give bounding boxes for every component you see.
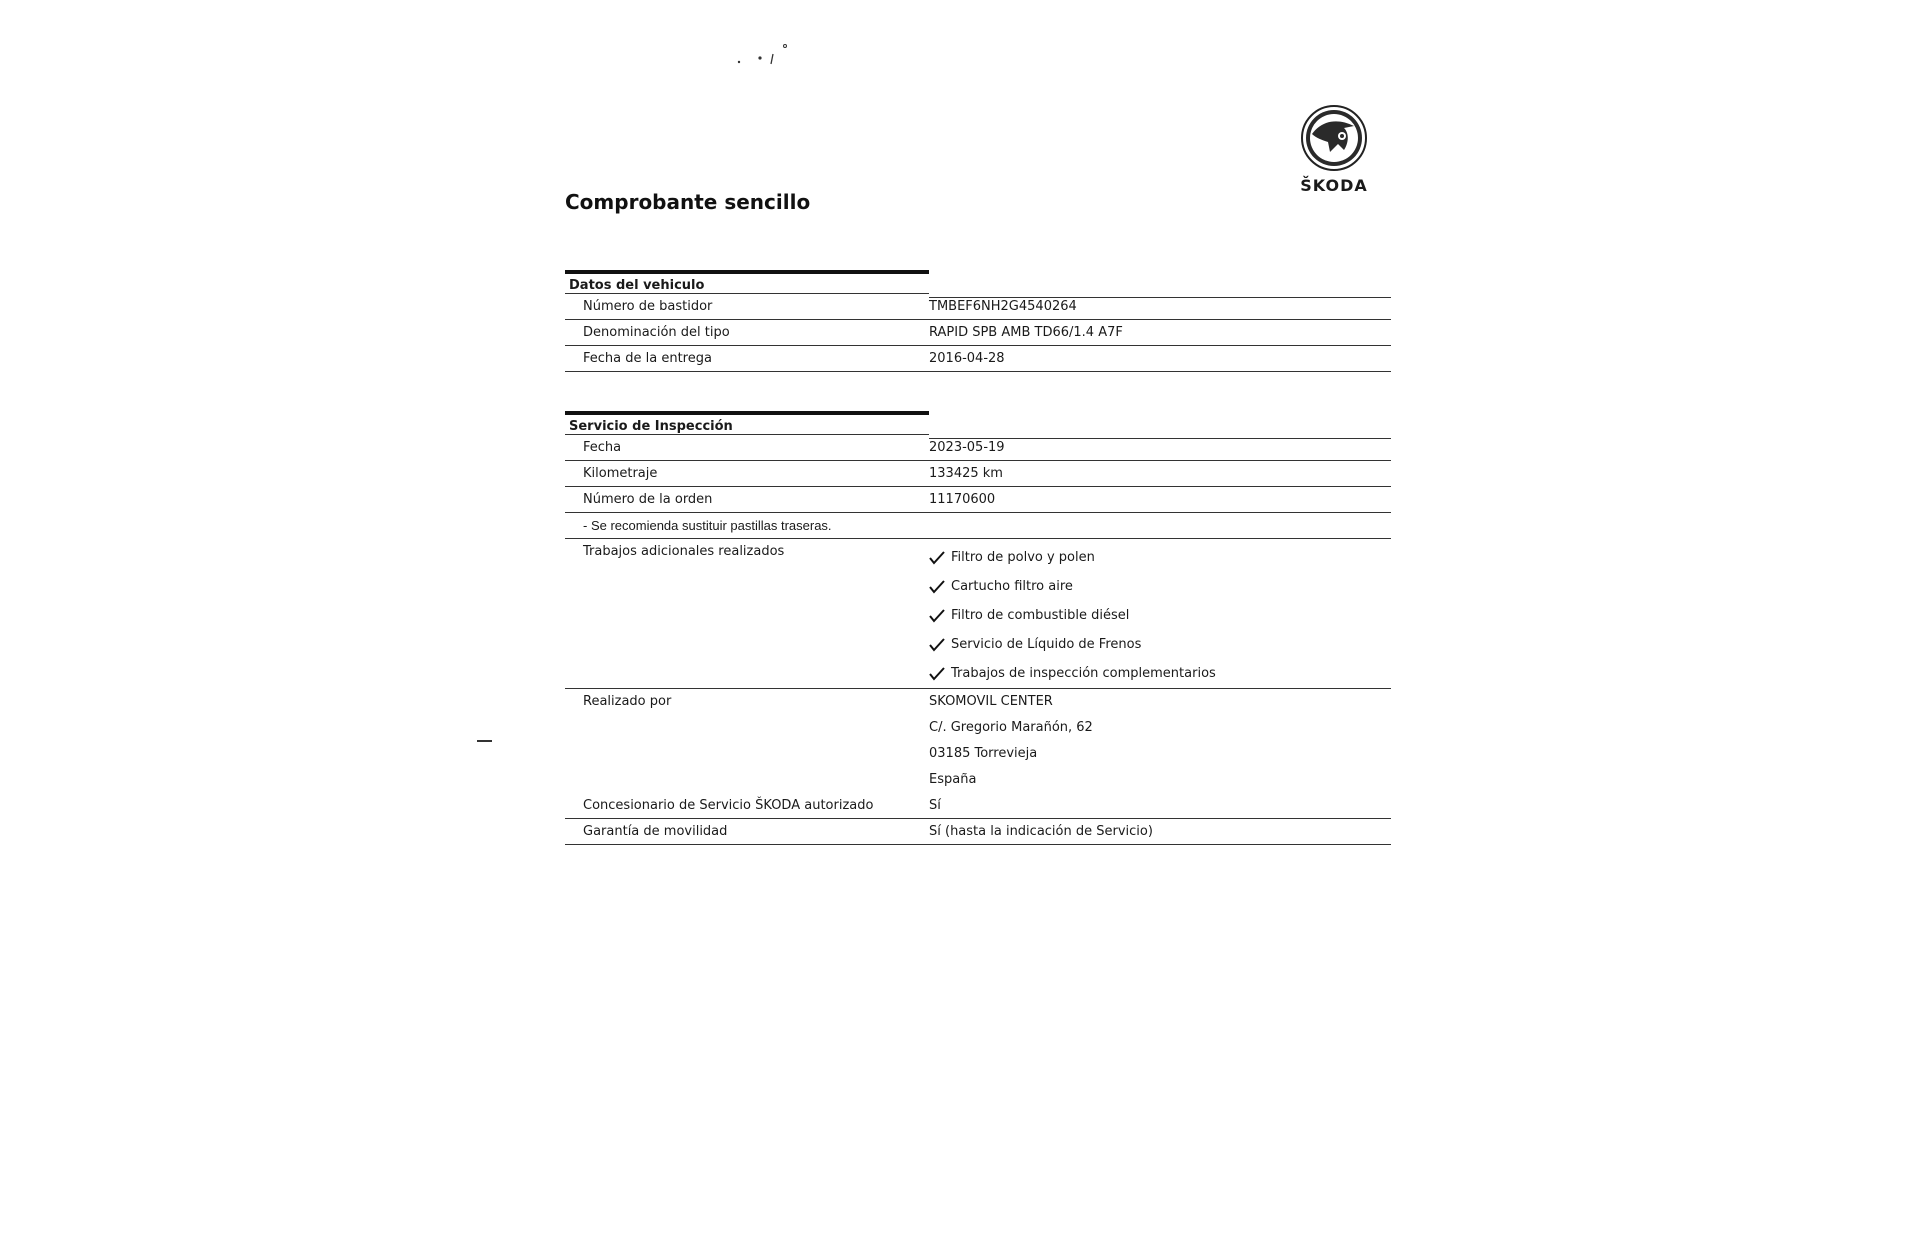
additional-work-list	[929, 539, 1391, 688]
delivery-date-label: Fecha de la entrega	[583, 351, 712, 366]
work-item-label: Filtro de polvo y polen	[951, 550, 1095, 565]
service-date-label: Fecha	[583, 440, 622, 455]
mileage-value: 133425 km	[929, 466, 1003, 481]
brand-wordmark: ŠKODA	[1300, 176, 1368, 195]
work-item-label: Trabajos de inspección complementarios	[951, 666, 1216, 681]
service-row-recommendation	[565, 513, 1391, 539]
inspection-service-section	[565, 411, 1391, 845]
service-row-order-number	[565, 487, 1391, 513]
authorized-dealer-value: Sí	[929, 798, 941, 813]
vehicle-row-delivery-date	[565, 346, 1391, 372]
additional-work-label: Trabajos adicionales realizados	[583, 544, 785, 559]
service-row-additional-work	[565, 539, 1391, 689]
work-item-label: Servicio de Líquido de Frenos	[951, 637, 1142, 652]
vin-value: TMBEF6NH2G4540264	[929, 299, 1077, 314]
additional-work-values	[929, 539, 1391, 688]
mobility-guarantee-label: Garantía de movilidad	[583, 824, 728, 839]
brand-logo	[1286, 104, 1382, 195]
work-item	[929, 659, 1391, 688]
document-title: Comprobante sencillo	[565, 190, 811, 214]
mobility-guarantee-value: Sí (hasta la indicación de Servicio)	[929, 824, 1153, 839]
check-icon	[929, 667, 945, 681]
work-item	[929, 630, 1391, 659]
service-date-value: 2023-05-19	[929, 440, 1005, 455]
vehicle-row-vin	[565, 294, 1391, 320]
check-icon	[929, 609, 945, 623]
work-item	[929, 543, 1391, 572]
type-label: Denominación del tipo	[583, 325, 730, 340]
performed-by-address	[929, 689, 1391, 793]
vehicle-section-heading	[565, 270, 929, 294]
order-number-value: 11170600	[929, 492, 996, 507]
vin-label: Número de bastidor	[583, 299, 713, 314]
delivery-date-value: 2016-04-28	[929, 351, 1005, 366]
service-section-heading	[565, 411, 929, 435]
service-row-performed-by	[565, 689, 1391, 793]
skoda-logo-icon	[1300, 104, 1368, 172]
type-value: RAPID SPB AMB TD66/1.4 A7F	[929, 325, 1123, 340]
check-icon	[929, 638, 945, 652]
recommendation-note: - Se recomienda sustituir pastillas traseras.	[583, 518, 832, 533]
service-row-mobility-guarantee	[565, 819, 1391, 845]
service-section-title: Servicio de Inspección	[569, 419, 733, 434]
work-item-label: Cartucho filtro aire	[951, 579, 1073, 594]
service-row-authorized-dealer	[565, 793, 1391, 819]
work-item-label: Filtro de combustible diésel	[951, 608, 1130, 623]
dealer-city: 03185 Torrevieja	[929, 746, 1038, 761]
order-number-label: Número de la orden	[583, 492, 713, 507]
vehicle-data-section	[565, 270, 1391, 372]
dealer-name: SKOMOVIL CENTER	[929, 694, 1053, 709]
work-item	[929, 601, 1391, 630]
service-row-date	[565, 435, 1391, 461]
work-item	[929, 572, 1391, 601]
mileage-label: Kilometraje	[583, 466, 658, 481]
authorized-dealer-label: Concesionario de Servicio ŠKODA autorizado	[583, 798, 874, 813]
service-row-mileage	[565, 461, 1391, 487]
scan-artifact-dash	[477, 740, 492, 742]
vehicle-section-title: Datos del vehiculo	[569, 278, 705, 293]
vehicle-row-type	[565, 320, 1391, 346]
check-icon	[929, 580, 945, 594]
scan-artifact-marks	[735, 40, 805, 72]
check-icon	[929, 551, 945, 565]
dealer-country: España	[929, 772, 977, 787]
dealer-street: C/. Gregorio Marañón, 62	[929, 720, 1093, 735]
performed-by-label: Realizado por	[583, 694, 672, 709]
